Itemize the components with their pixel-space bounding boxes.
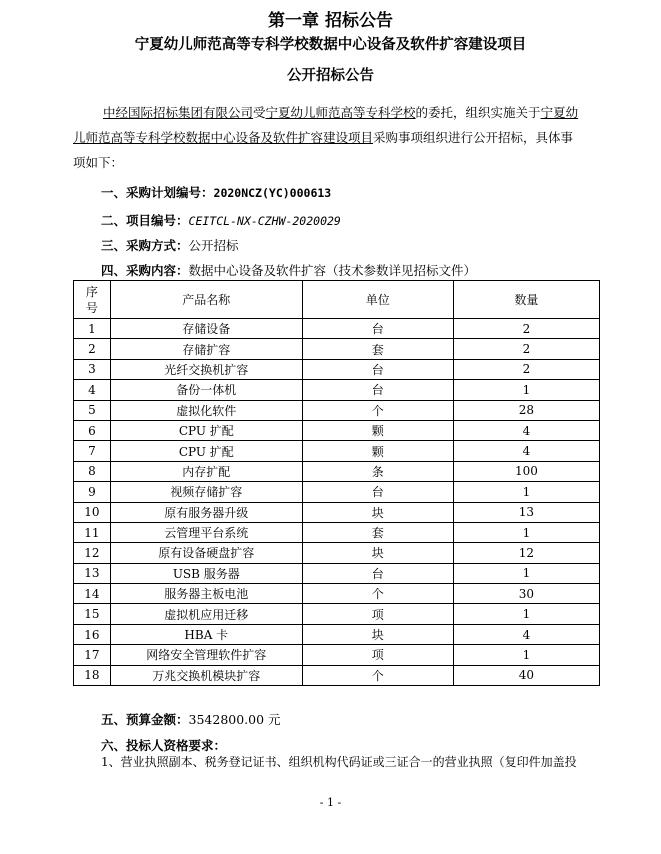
cell-serial: 3 <box>74 359 111 379</box>
budget-value: 3542800.00 元 <box>188 712 281 727</box>
budget-label: 五、预算金额： <box>101 712 189 727</box>
cell-unit: 台 <box>302 380 453 400</box>
cell-unit: 颗 <box>302 420 453 440</box>
school-name: 宁夏幼儿师范高等专科学校 <box>265 105 416 120</box>
cell-serial: 17 <box>74 645 111 665</box>
method-label: 三、采购方式： <box>101 238 189 253</box>
table-row <box>74 604 600 624</box>
cell-product: 光纤交换机扩容 <box>110 359 302 379</box>
cell-quantity: 40 <box>453 665 599 685</box>
table-row <box>74 522 600 542</box>
table-row <box>74 665 600 685</box>
project-code-value: CEITCL-NX-CZHW-2020029 <box>188 214 341 228</box>
cell-product: 视频存储扩容 <box>110 482 302 502</box>
cell-serial: 10 <box>74 502 111 522</box>
intro-text-2: 的委托，组织实施关于 <box>415 105 541 120</box>
cell-quantity: 4 <box>453 624 599 644</box>
cell-product: 原有服务器升级 <box>110 502 302 522</box>
table-row <box>74 400 600 420</box>
chapter-title: 第一章 招标公告 <box>268 11 393 31</box>
table-row <box>74 584 600 604</box>
cell-product: 备份一体机 <box>110 380 302 400</box>
intro-text-3: 采购事项组织进行公开招标，具体事项如下： <box>73 130 574 170</box>
cell-product: 网络安全管理软件扩容 <box>110 645 302 665</box>
cell-quantity: 1 <box>453 645 599 665</box>
table-row <box>74 461 600 481</box>
plan-number-label: 一、采购计划编号： <box>101 185 214 200</box>
agency-name: 中经国际招标集团有限公司 <box>103 105 254 120</box>
cell-product: 存储扩容 <box>110 339 302 359</box>
table-body <box>74 319 600 686</box>
cell-quantity: 1 <box>453 482 599 502</box>
notice-title: 公开招标公告 <box>287 68 374 84</box>
cell-quantity: 2 <box>453 359 599 379</box>
intro-text-1: 受 <box>253 105 266 120</box>
cell-unit: 颗 <box>302 441 453 461</box>
cell-unit: 个 <box>302 400 453 420</box>
table-row <box>74 624 600 644</box>
content-value: 数据中心设备及软件扩容（技术参数详见招标文件） <box>188 263 477 278</box>
cell-product: 服务器主板电池 <box>110 584 302 604</box>
cell-unit: 块 <box>302 543 453 563</box>
table-row <box>74 359 600 379</box>
qualification-label: 六、投标人资格要求： <box>101 738 227 753</box>
cell-unit: 台 <box>302 319 453 339</box>
cell-unit: 块 <box>302 624 453 644</box>
table-row <box>74 380 600 400</box>
table-row <box>74 482 600 502</box>
cell-serial: 4 <box>74 380 111 400</box>
cell-product: 存储设备 <box>110 319 302 339</box>
header-serial: 序 号 <box>74 281 111 319</box>
cell-quantity: 2 <box>453 339 599 359</box>
cell-product: 虚拟化软件 <box>110 400 302 420</box>
cell-unit: 条 <box>302 461 453 481</box>
cell-product: 原有设备硬盘扩容 <box>110 543 302 563</box>
table-row <box>74 502 600 522</box>
header-product: 产品名称 <box>110 281 302 319</box>
cell-quantity: 13 <box>453 502 599 522</box>
project-code-line <box>101 211 341 229</box>
cell-unit: 套 <box>302 522 453 542</box>
project-name: 宁夏幼儿师范高等专科学校数据中心设备及软件扩容建设项目 <box>73 105 579 145</box>
table-row <box>74 339 600 359</box>
plan-number-line <box>101 183 331 201</box>
table-row <box>74 319 600 339</box>
cell-serial: 8 <box>74 461 111 481</box>
cell-quantity: 1 <box>453 522 599 542</box>
header-quantity: 数量 <box>453 281 599 319</box>
qualification-heading <box>101 736 226 754</box>
cell-quantity: 30 <box>453 584 599 604</box>
cell-serial: 9 <box>74 482 111 502</box>
cell-quantity: 1 <box>453 604 599 624</box>
page-number: - 1 - <box>319 796 342 809</box>
method-line <box>101 236 239 254</box>
cell-quantity: 28 <box>453 400 599 420</box>
cell-serial: 11 <box>74 522 111 542</box>
cell-unit: 个 <box>302 584 453 604</box>
content-line <box>101 261 476 279</box>
cell-serial: 14 <box>74 584 111 604</box>
table-row <box>74 441 600 461</box>
cell-unit: 块 <box>302 502 453 522</box>
cell-product: 云管理平台系统 <box>110 522 302 542</box>
cell-serial: 6 <box>74 420 111 440</box>
cell-unit: 台 <box>302 482 453 502</box>
method-value: 公开招标 <box>188 238 239 253</box>
cell-product: 内存扩配 <box>110 461 302 481</box>
cell-serial: 1 <box>74 319 111 339</box>
cell-quantity: 100 <box>453 461 599 481</box>
header-unit: 单位 <box>302 281 453 319</box>
cell-quantity: 4 <box>453 420 599 440</box>
cell-quantity: 4 <box>453 441 599 461</box>
cell-serial: 12 <box>74 543 111 563</box>
cell-serial: 18 <box>74 665 111 685</box>
cell-serial: 16 <box>74 624 111 644</box>
table-row <box>74 645 600 665</box>
table-row <box>74 543 600 563</box>
project-code-label: 二、项目编号： <box>101 213 189 228</box>
cell-quantity: 12 <box>453 543 599 563</box>
cell-unit: 套 <box>302 339 453 359</box>
cell-product: CPU 扩配 <box>110 420 302 440</box>
cell-quantity: 1 <box>453 380 599 400</box>
cell-unit: 项 <box>302 645 453 665</box>
cell-product: 虚拟机应用迁移 <box>110 604 302 624</box>
project-title: 宁夏幼儿师范高等专科学校数据中心设备及软件扩容建设项目 <box>134 37 527 53</box>
cell-quantity: 1 <box>453 563 599 583</box>
budget-line <box>101 710 281 728</box>
cell-product: 万兆交换机模块扩容 <box>110 665 302 685</box>
cell-product: HBA 卡 <box>110 624 302 644</box>
cell-unit: 项 <box>302 604 453 624</box>
intro-paragraph <box>73 100 585 175</box>
cell-product: CPU 扩配 <box>110 441 302 461</box>
procurement-table <box>73 280 600 686</box>
table-header-row <box>74 281 600 319</box>
cell-serial: 13 <box>74 563 111 583</box>
cell-unit: 个 <box>302 665 453 685</box>
cell-unit: 台 <box>302 563 453 583</box>
table-row <box>74 420 600 440</box>
table-row <box>74 563 600 583</box>
qualification-text: 1、营业执照副本、税务登记证书、组织机构代码证或三证合一的营业执照（复印件加盖投 <box>101 755 577 769</box>
cell-quantity: 2 <box>453 319 599 339</box>
cell-serial: 5 <box>74 400 111 420</box>
cell-serial: 2 <box>74 339 111 359</box>
cell-serial: 15 <box>74 604 111 624</box>
content-label: 四、采购内容： <box>101 263 189 278</box>
cell-product: USB 服务器 <box>110 563 302 583</box>
cell-serial: 7 <box>74 441 111 461</box>
cell-unit: 台 <box>302 359 453 379</box>
plan-number-value: 2020NCZ(YC)000613 <box>213 186 332 200</box>
